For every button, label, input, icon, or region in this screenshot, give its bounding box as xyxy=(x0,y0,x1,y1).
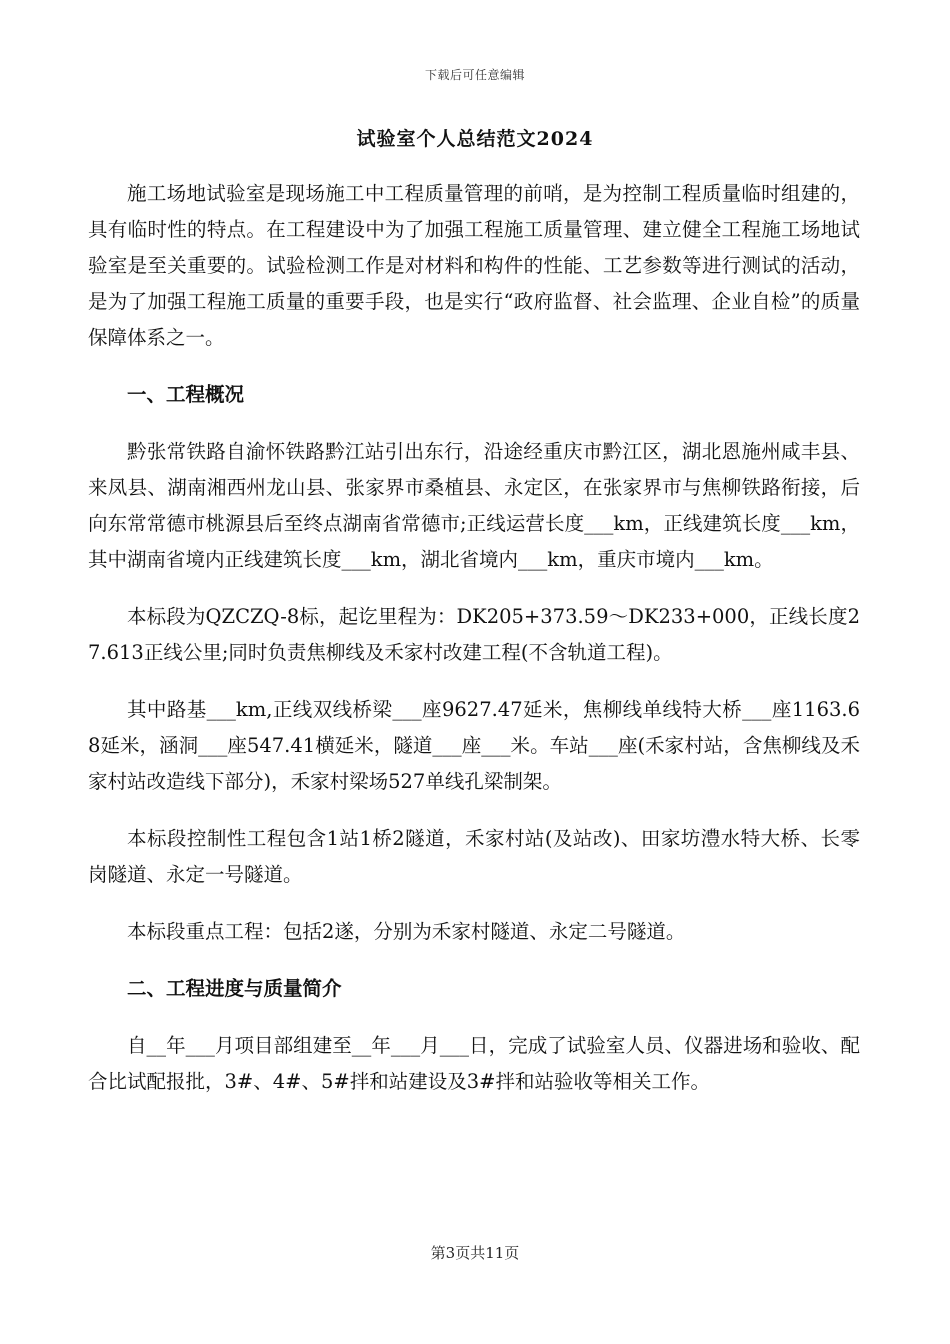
overview-paragraph-route: 黔张常铁路自渝怀铁路黔江站引出东行，沿途经重庆市黔江区，湖北恩施州咸丰县、来凤县、湖南湘西州龙山县、张家界市桑植县、永定区，在张家界市与焦柳铁路衔接，后向东常常德市桃源县后至终点湖南省常德市;正线运营长度___km，正线建筑长度___km，其中湖南省境内正线建筑长度___km，湖北省境内___km，重庆市境内___km。 xyxy=(88,440,860,571)
overview-paragraph-control-works: 本标段控制性工程包含1站1桥2隧道，禾家村站(及站改)、田家坊澧水特大桥、长零岗隧道、永定一号隧道。 xyxy=(88,827,860,886)
page-number-footer: 第3页共11页 xyxy=(430,1244,520,1262)
section-heading-overview: 一、工程概况 xyxy=(127,383,245,406)
document-title: 试验室个人总结范文2024 xyxy=(356,128,594,150)
overview-paragraph-quantities: 其中路基___km,正线双线桥梁___座9627.47延米，焦柳线单线特大桥___座1163.68延米，涵洞___座547.41横延米，隧道___座___米。车站___座(禾家村站，含焦柳线及禾家村站改造线下部分)，禾家村梁场527单线孔梁制架。 xyxy=(88,698,860,793)
document-body xyxy=(88,176,860,1121)
intro-paragraph: 施工场地试验室是现场施工中工程质量管理的前哨，是为控制工程质量临时组建的，具有临时性的特点。在工程建设中为了加强工程施工质量管理、建立健全工程施工场地试验室是至关重要的。试验检测工作是对材料和构件的性能、工艺参数等进行测试的活动，是为了加强工程施工质量的重要手段，也是实行“政府监督、社会监理、企业自检”的质量保障体系之一。 xyxy=(88,182,860,349)
section-heading-progress: 二、工程进度与质量简介 xyxy=(127,977,342,1000)
overview-paragraph-key-works: 本标段重点工程：包括2遂，分别为禾家村隧道、永定二号隧道。 xyxy=(127,920,686,943)
page-header-note: 下载后可任意编辑 xyxy=(424,68,525,82)
progress-paragraph: 自__年___月项目部组建至__年___月___日，完成了试验室人员、仪器进场和验收、配合比试配报批，3#、4#、5#拌和站建设及3#拌和站验收等相关工作。 xyxy=(88,1034,860,1093)
overview-paragraph-section: 本标段为QZCZQ-8标，起讫里程为：DK205+373.59～DK233+000，正线长度27.613正线公里;同时负责焦柳线及禾家村改建工程(不含轨道工程)。 xyxy=(88,605,860,664)
